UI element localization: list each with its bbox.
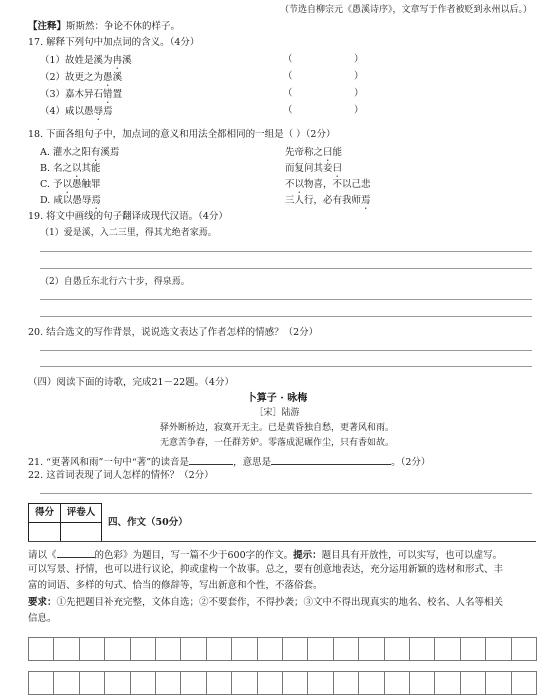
q22-stem: 22. 这首词表现了词人怎样的情怀？（2分） (28, 470, 214, 481)
grid-cell[interactable] (485, 637, 511, 661)
essay-hint-text: 题目具有开放性，可以实写，也可以虚写。 (321, 550, 503, 561)
essay-title-suffix: 的色彩》为题目，写一篇不少于600字的作文。 (94, 550, 294, 561)
annotation-label: 【注释】 (28, 21, 67, 32)
q17-answer-paren-left: （ (283, 105, 293, 116)
grid-cell[interactable] (130, 637, 156, 661)
grid-cell[interactable] (130, 671, 156, 695)
q21-blank-pronunciation[interactable] (189, 456, 233, 465)
grid-cell[interactable] (257, 637, 283, 661)
answer-line[interactable] (40, 316, 532, 317)
q18-option-right (285, 147, 342, 164)
q20-stem: 20. 结合选文的写作背景，说说选文表达了作者怎样的情感？（2分） (28, 327, 319, 338)
grid-cell[interactable] (358, 637, 384, 661)
q17-answer-paren-left: （ (283, 54, 293, 65)
q18-left-pre: C. 予 (40, 179, 63, 190)
q17-answer-paren-right: ） (354, 71, 364, 82)
grid-cell[interactable] (155, 637, 181, 661)
grid-cell[interactable] (460, 637, 486, 661)
grid-cell[interactable] (485, 671, 511, 695)
q18-right-pre: 不 (285, 179, 295, 190)
grid-cell[interactable] (460, 671, 486, 695)
grid-cell[interactable] (409, 671, 435, 695)
grid-cell[interactable] (307, 671, 333, 695)
q21 (28, 456, 430, 468)
q18-right-dotted: 焉 (361, 195, 371, 206)
answer-line[interactable] (40, 299, 532, 300)
grid-cell[interactable] (104, 671, 130, 695)
answer-line[interactable] (40, 251, 532, 252)
grid-cell[interactable] (206, 671, 232, 695)
q17-item-pre: （2）故更之为 (40, 72, 104, 83)
q17-answer-paren-right: ） (354, 88, 364, 99)
q21-blank-meaning[interactable] (271, 456, 391, 465)
grid-cell[interactable] (28, 671, 54, 695)
poem-title: 卜算子 · 咏梅 (246, 393, 308, 404)
q17-answer-blank[interactable] (296, 72, 354, 82)
q17-answer-paren-right: ） (354, 105, 364, 116)
grid-cell[interactable] (333, 637, 359, 661)
q18-left-post: 溪焉 (100, 147, 120, 158)
q18-right-pre: 而复问其妾 (285, 163, 333, 174)
q17-answer-paren-right: ） (354, 54, 364, 65)
q18-option-right (285, 195, 371, 212)
poem-line-2: 无意苦争春，一任群芳妒。零落成泥碾作尘，只有香如故。 (159, 438, 394, 448)
q19-stem: 19. 将文中画线的句子翻译成现代汉语。（4分） (28, 211, 228, 222)
q18-option-right (285, 179, 371, 196)
grader-header: 评卷人 (61, 504, 102, 523)
grid-cell[interactable] (511, 637, 537, 661)
grid-cell[interactable] (79, 671, 105, 695)
q18-left-dotted: 以 (72, 163, 82, 174)
grid-cell[interactable] (104, 637, 130, 661)
q17-item-post: 溪 (112, 72, 123, 83)
q18-left-dotted: 以 (62, 179, 72, 190)
q18-option-left[interactable] (40, 179, 101, 196)
q21-pre: 21. “更著风和雨”一句中“著”的读音是 (28, 457, 190, 468)
q17-item-post: 焉 (103, 106, 113, 117)
grid-cell[interactable] (257, 671, 283, 695)
q18-left-post: 其能 (81, 163, 101, 174)
q17-item-pre: （3）嘉木异石 (40, 89, 104, 100)
grid-cell[interactable] (307, 637, 333, 661)
q18-option-left[interactable] (40, 195, 101, 212)
q19-sentence-1: （1）爱是溪，入二三里，得其尤绝者家焉。 (40, 228, 217, 238)
grader-cell[interactable] (61, 523, 102, 542)
grid-cell[interactable] (28, 637, 54, 661)
q17-answer-paren-left: （ (283, 71, 293, 82)
grid-cell[interactable] (384, 671, 410, 695)
section4-title: （四）阅读下面的诗歌，完成21－22题。（4分） (28, 377, 234, 388)
source-note: （节选自柳宗元《愚溪诗序》，文章写于作者被贬到永州以后。） (279, 5, 532, 15)
annotation-text: 斯斯然：争论不休的样子。 (66, 21, 181, 32)
score-table (28, 503, 102, 542)
grid-cell[interactable] (231, 637, 257, 661)
q17-item-dotted: 冉 (112, 55, 123, 66)
grid-cell[interactable] (53, 671, 79, 695)
grid-cell[interactable] (358, 671, 384, 695)
q17-answer-blank[interactable] (296, 106, 354, 116)
q18-option-right (285, 163, 342, 180)
grid-cell[interactable] (180, 637, 206, 661)
q17-item-pre: （1）故姓是溪为 (40, 55, 113, 66)
answer-line[interactable] (40, 493, 532, 494)
grid-cell[interactable] (155, 671, 181, 695)
score-cell[interactable] (29, 523, 61, 542)
essay-req-text: ①先把题目补充完整，文体自选；②不要套作，不得抄袭；③文中不得出现真实的地名、校名、人名等相关 (56, 597, 504, 608)
q17-item (40, 72, 122, 89)
q17-stem: 17. 解释下列句中加点词的含义。（4分） (28, 37, 200, 48)
answer-line[interactable] (40, 350, 532, 351)
annotation (28, 22, 180, 32)
poem-author: ［宋］陆游 (254, 408, 300, 418)
grid-cell[interactable] (53, 637, 79, 661)
grid-cell[interactable] (434, 637, 460, 661)
q18-option-left[interactable] (40, 147, 119, 164)
essay-title-blank[interactable] (57, 549, 95, 558)
q18-right-pre: 先帝称之 (285, 147, 324, 158)
grid-cell[interactable] (434, 671, 460, 695)
grid-cell[interactable] (409, 637, 435, 661)
essay-hint-label: 提示： (293, 550, 322, 561)
q17-item (40, 89, 122, 106)
q17-item-dotted: 辱 (93, 106, 104, 117)
essay-line-3: 富的词语、多样的句式、恰当的修辞等，写出新意和个性，不落俗套。 (28, 580, 323, 591)
q17-item-pre: （4）咸以愚 (40, 106, 94, 117)
essay-req-continued: 信息。 (28, 613, 57, 624)
q21-post: 。（2分） (391, 457, 431, 468)
score-header: 得分 (29, 504, 61, 523)
q18-left-pre: B. 名之 (40, 163, 73, 174)
grid-cell[interactable] (384, 637, 410, 661)
q18-right-dotted: 曰 (323, 147, 333, 158)
answer-line[interactable] (40, 366, 532, 367)
q18-right-dotted: 曰 (332, 163, 343, 174)
grid-cell[interactable] (231, 671, 257, 695)
q17-answer-blank[interactable] (296, 55, 354, 65)
q17-item (40, 55, 132, 72)
q18-left-pre: D. 咸以愚辱 (40, 195, 92, 206)
poem-line-1: 驿外断桥边，寂寞开无主。已是黄昏独自愁，更著风和雨。 (159, 423, 394, 433)
q18-left-dotted: 有 (90, 147, 101, 158)
q17-answer-paren-left: （ (283, 88, 293, 99)
q18-right-post: 能 (332, 147, 343, 158)
grid-cell[interactable] (282, 637, 308, 661)
essay-line-2: 可以写景、抒情，也可以进行议论，抑或虚构一个故事。总之，要有创意地表达，充分运用新颖的选材和形式、丰 (28, 564, 504, 575)
answer-line[interactable] (40, 268, 532, 269)
q18-right-pre: 三人行，必有我师 (285, 195, 362, 206)
q17-item-dotted: 愚 (103, 72, 113, 83)
grid-cell[interactable] (180, 671, 206, 695)
essay-line-1 (28, 549, 502, 561)
essay-req-label: 要求： (28, 597, 57, 608)
grid-cell[interactable] (333, 671, 359, 695)
writing-grid[interactable] (28, 637, 536, 697)
q17-item (40, 106, 113, 123)
q18-left-pre: A. 灌水之阳 (40, 147, 91, 158)
q18-right-post: 物喜，不以己悲 (304, 179, 371, 190)
q18-stem: 18. 下面各组句子中，加点词的意义和用法全都相同的一组是（ ）（2分） (28, 129, 336, 140)
q19-sentence-2: （2）自愚丘东北行六十步，得泉焉。 (40, 277, 190, 287)
divider (28, 541, 536, 542)
essay-section-title: 四、作文（50分） (108, 517, 188, 528)
grid-cell[interactable] (511, 671, 537, 695)
q17-item-post: 置 (112, 89, 123, 100)
q18-left-dotted: 焉 (91, 195, 101, 206)
q18-option-left[interactable] (40, 163, 101, 180)
q17-item-dotted: 错 (103, 89, 113, 100)
q17-item-post: 溪 (122, 55, 132, 66)
q18-right-dotted: 以 (294, 179, 305, 190)
essay-title-prefix: 请以《 (28, 550, 57, 561)
grid-cell[interactable] (79, 637, 105, 661)
q21-mid: ，意思是 (233, 457, 272, 468)
grid-cell[interactable] (206, 637, 232, 661)
essay-requirements (28, 598, 503, 608)
grid-cell[interactable] (282, 671, 308, 695)
q18-left-post: 愚触罪 (72, 179, 101, 190)
q17-answer-blank[interactable] (296, 89, 354, 99)
